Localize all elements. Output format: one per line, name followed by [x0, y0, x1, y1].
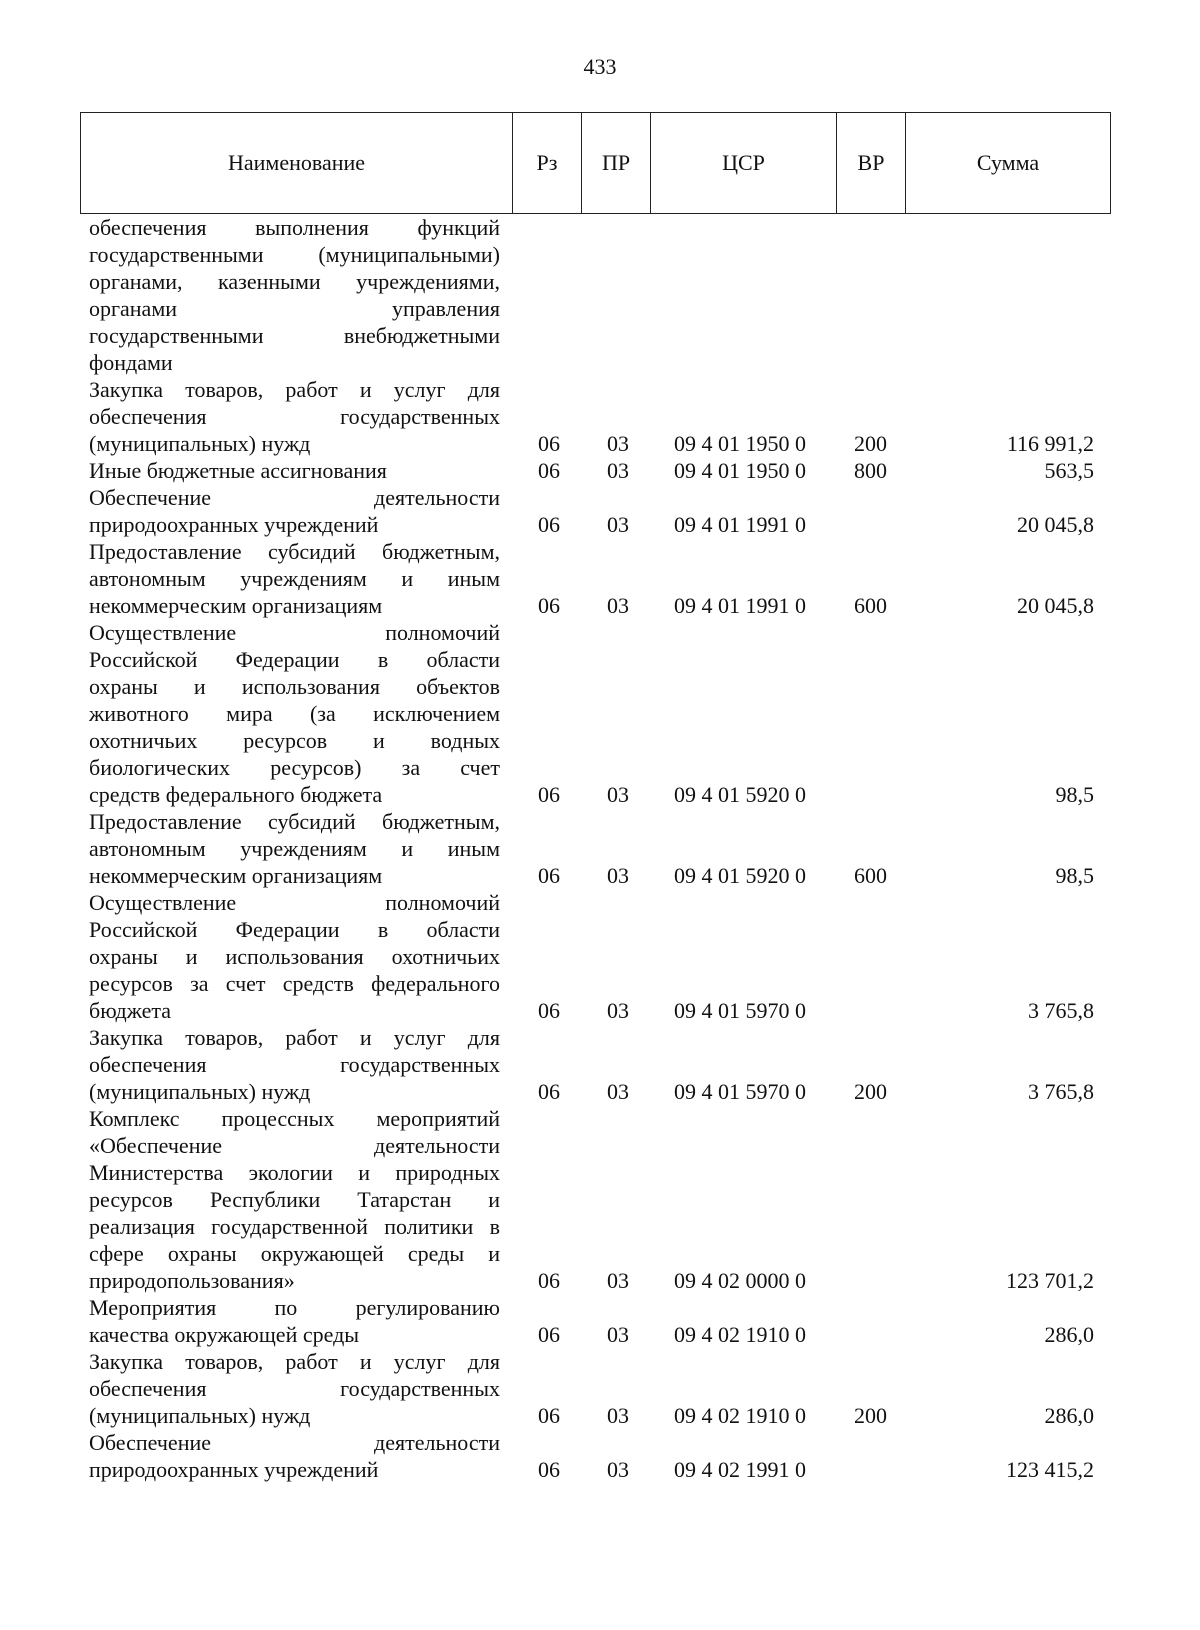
row-name-line: Российской Федерации в области: [89, 647, 500, 672]
row-pr: 03: [607, 1403, 629, 1428]
row-csr: 09 4 01 1950 0: [674, 431, 806, 456]
row-sum: 20 045,8: [1017, 512, 1094, 537]
row-name-line: Комплекс процессных мероприятий: [89, 1106, 500, 1131]
row-name-line: охраны и использования объектов: [89, 674, 500, 699]
row-pr: [581, 214, 650, 376]
row-rz: 06: [538, 1403, 560, 1428]
row-csr: 09 4 01 5970 0: [674, 998, 806, 1023]
row-name-line: некоммерческим организациям: [89, 863, 383, 888]
table-row: [80, 538, 1110, 619]
row-csr: 09 4 01 1991 0: [674, 512, 806, 537]
row-name: [80, 376, 512, 457]
row-name-line: обеспечения государственных: [89, 1376, 500, 1401]
row-name-line: (муниципальных) нужд: [89, 1403, 311, 1428]
row-name-line: средств федерального бюджета: [89, 782, 383, 807]
row-name-line: Министерства экологии и природных: [89, 1160, 500, 1185]
row-vr: [836, 889, 905, 1024]
table-row: [80, 1024, 1110, 1105]
row-name-line: ресурсов за счет средств федерального: [89, 971, 500, 996]
row-rz: 06: [538, 593, 560, 618]
row-name-line: (муниципальных) нужд: [89, 1079, 311, 1104]
row-pr: 03: [607, 512, 629, 537]
row-vr: [836, 1429, 905, 1483]
row-sum: 123 701,2: [1006, 1268, 1094, 1293]
row-name-line: Закупка товаров, работ и услуг для: [89, 1349, 500, 1374]
row-name-line: Российской Федерации в области: [89, 917, 500, 942]
row-name: [80, 1024, 512, 1105]
row-name-line: фондами: [89, 350, 173, 375]
row-sum: [905, 214, 1110, 376]
row-name: [80, 1348, 512, 1429]
row-pr: 03: [607, 458, 629, 483]
table-row: [80, 1429, 1110, 1483]
row-sum: 98,5: [1055, 782, 1094, 807]
row-csr: 09 4 01 5920 0: [674, 782, 806, 807]
row-name-line: некоммерческим организациям: [89, 593, 383, 618]
row-name: [80, 214, 512, 376]
row-name-line: Обеспечение деятельности: [89, 485, 500, 510]
row-name-line: качества окружающей среды: [89, 1322, 360, 1347]
row-name-line: сфере охраны окружающей среды и: [89, 1241, 500, 1266]
header-csr: ЦСР: [651, 113, 837, 214]
row-rz: 06: [538, 782, 560, 807]
row-name-line: обеспечения государственных: [89, 404, 500, 429]
table-row: [80, 214, 1110, 376]
row-name: [80, 1294, 512, 1348]
row-rz: 06: [538, 512, 560, 537]
row-vr: 600: [854, 593, 887, 618]
row-csr: 09 4 01 5920 0: [674, 863, 806, 888]
table-row: [80, 457, 1110, 484]
row-vr: 600: [854, 863, 887, 888]
row-name-line: животного мира (за исключением: [89, 701, 500, 726]
row-sum: 286,0: [1044, 1322, 1094, 1347]
row-csr: 09 4 02 1991 0: [674, 1457, 806, 1482]
row-sum: 286,0: [1044, 1403, 1094, 1428]
row-rz: 06: [538, 1079, 560, 1104]
row-csr: 09 4 02 0000 0: [674, 1268, 806, 1293]
row-csr: 09 4 01 5970 0: [674, 1079, 806, 1104]
header-pr: ПР: [582, 113, 651, 214]
row-csr: 09 4 01 1991 0: [674, 593, 806, 618]
row-name-line: государственными внебюджетными: [89, 323, 500, 348]
row-csr: 09 4 01 1950 0: [674, 458, 806, 483]
row-vr: [836, 1105, 905, 1294]
row-sum: 3 765,8: [1028, 1079, 1094, 1104]
row-pr: 03: [607, 782, 629, 807]
row-name: [80, 1105, 512, 1294]
row-name-line: Осуществление полномочий: [89, 620, 500, 645]
row-sum: 3 765,8: [1028, 998, 1094, 1023]
table-row: [80, 808, 1110, 889]
table-row: [80, 619, 1110, 808]
row-rz: 06: [538, 863, 560, 888]
row-name-line: природоохранных учреждений: [89, 1457, 379, 1482]
row-pr: 03: [607, 863, 629, 888]
row-name-line: Закупка товаров, работ и услуг для: [89, 1025, 500, 1050]
row-pr: 03: [607, 998, 629, 1023]
table-header: [80, 112, 1111, 214]
row-vr: 200: [854, 431, 887, 456]
row-vr: 200: [854, 1403, 887, 1428]
row-name: [80, 889, 512, 1024]
row-name-line: биологических ресурсов) за счет: [89, 755, 500, 780]
row-name-line: Предоставление субсидий бюджетным,: [89, 809, 500, 834]
row-csr: 09 4 02 1910 0: [674, 1322, 806, 1347]
row-sum: 123 415,2: [1006, 1457, 1094, 1482]
row-rz: 06: [538, 431, 560, 456]
header-name: Наименование: [81, 113, 513, 214]
row-name: [80, 457, 512, 484]
row-name-line: реализация государственной политики в: [89, 1214, 500, 1239]
row-name: [80, 808, 512, 889]
table-row: [80, 1105, 1110, 1294]
table-row: [80, 889, 1110, 1024]
row-name-line: Иные бюджетные ассигнования: [89, 458, 387, 483]
row-name-line: охотничьих ресурсов и водных: [89, 728, 500, 753]
row-rz: 06: [538, 1322, 560, 1347]
row-name-line: «Обеспечение деятельности: [89, 1133, 500, 1158]
row-vr: [836, 1294, 905, 1348]
budget-table: [80, 214, 1110, 1483]
table-row: [80, 484, 1110, 538]
row-name-line: обеспечения государственных: [89, 1052, 500, 1077]
row-csr: 09 4 02 1910 0: [674, 1403, 806, 1428]
header-sum: Сумма: [906, 113, 1111, 214]
row-name-line: Закупка товаров, работ и услуг для: [89, 377, 500, 402]
row-pr: 03: [607, 1268, 629, 1293]
row-pr: 03: [607, 593, 629, 618]
row-vr: 200: [854, 1079, 887, 1104]
row-vr: [836, 619, 905, 808]
row-sum: 563,5: [1044, 458, 1094, 483]
row-name: [80, 1429, 512, 1483]
row-sum: 20 045,8: [1017, 593, 1094, 618]
row-name-line: природоохранных учреждений: [89, 512, 379, 537]
row-name-line: автономным учреждениям и иным: [89, 836, 500, 861]
row-name-line: бюджета: [89, 998, 172, 1023]
row-vr: 800: [854, 458, 887, 483]
row-name-line: автономным учреждениям и иным: [89, 566, 500, 591]
row-pr: 03: [607, 1322, 629, 1347]
row-pr: 03: [607, 1079, 629, 1104]
row-name: [80, 538, 512, 619]
row-name-line: Осуществление полномочий: [89, 890, 500, 915]
header-vr: ВР: [837, 113, 906, 214]
row-name-line: органами, казенными учреждениями,: [89, 269, 500, 294]
row-rz: 06: [538, 458, 560, 483]
row-pr: 03: [607, 431, 629, 456]
row-vr: [836, 484, 905, 538]
row-rz: 06: [538, 1268, 560, 1293]
row-name-line: (муниципальных) нужд: [89, 431, 311, 456]
row-name-line: государственными (муниципальными): [89, 242, 500, 267]
table-row: [80, 1294, 1110, 1348]
row-csr: [650, 214, 836, 376]
table-row: [80, 1348, 1110, 1429]
header-rz: Рз: [513, 113, 582, 214]
row-name: [80, 484, 512, 538]
row-name-line: обеспечения выполнения функций: [89, 215, 500, 240]
row-name-line: природопользования»: [89, 1268, 295, 1293]
row-name-line: Обеспечение деятельности: [89, 1430, 500, 1455]
row-name-line: ресурсов Республики Татарстан и: [89, 1187, 500, 1212]
row-name-line: охраны и использования охотничьих: [89, 944, 500, 969]
row-vr: [836, 214, 905, 376]
row-name-line: Мероприятия по регулированию: [89, 1295, 500, 1320]
table-row: [80, 376, 1110, 457]
row-rz: [512, 214, 581, 376]
row-name: [80, 619, 512, 808]
row-pr: 03: [607, 1457, 629, 1482]
page-number: 433: [583, 54, 617, 79]
row-name-line: Предоставление субсидий бюджетным,: [89, 539, 500, 564]
row-sum: 116 991,2: [1006, 431, 1094, 456]
row-name-line: органами управления: [89, 296, 500, 321]
row-rz: 06: [538, 1457, 560, 1482]
row-rz: 06: [538, 998, 560, 1023]
row-sum: 98,5: [1055, 863, 1094, 888]
